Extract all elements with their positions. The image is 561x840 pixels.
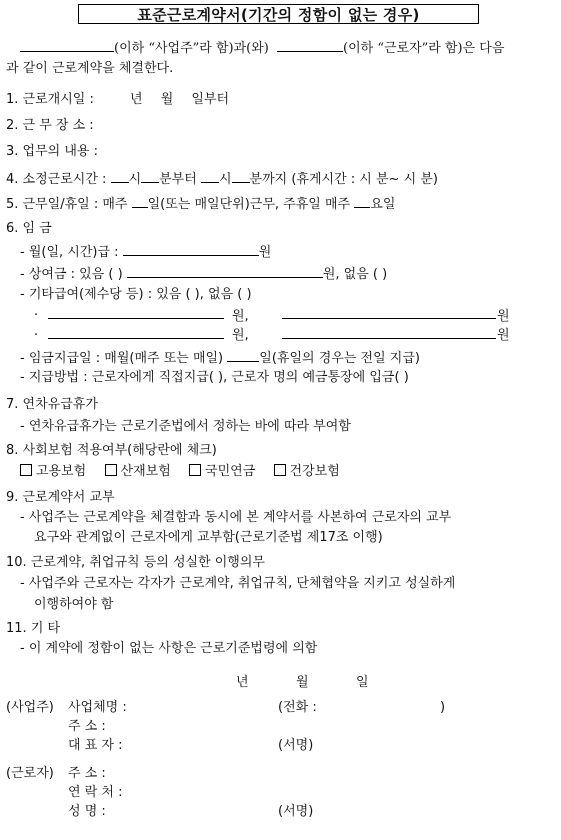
section-4: 4. 소정근로시간 : 시 분부터 시 분까지 (휴게시간 : 시 분~ 시 분)	[6, 172, 438, 187]
workdays-blank[interactable]	[132, 195, 148, 208]
other-pay-blank-1a[interactable]	[48, 306, 224, 319]
date-year: 년	[236, 675, 249, 690]
other-pay-blank-2a[interactable]	[48, 326, 224, 339]
worker-seal: (서명)	[278, 804, 314, 819]
section-11-text: - 이 계약에 정함이 없는 사항은 근로기준법령에 의함	[20, 641, 318, 656]
section-7: 7. 연차유급휴가	[6, 397, 98, 412]
employer-phone-label: (전화 :	[278, 700, 317, 715]
end-hour-blank[interactable]	[201, 170, 219, 183]
other-pay-item-2: ·	[34, 328, 39, 343]
worker-address-label: 주 소 :	[68, 766, 106, 781]
bonus-blank[interactable]	[127, 265, 323, 278]
national-pension-checkbox[interactable]: 국민연금	[189, 464, 255, 479]
wage-blank[interactable]	[123, 243, 259, 256]
section-9-text-2: 요구와 관계없이 근로자에게 교부함(근로기준법 제17조 이행)	[34, 530, 383, 545]
payday-blank[interactable]	[227, 349, 259, 362]
section-10-text-1: - 사업주와 근로자는 각자가 근로계약, 취업규칙, 단체협약을 지키고 성실하게	[20, 576, 456, 591]
wage-line: - 월(일, 시간)급 : 원	[20, 245, 272, 260]
worker-name-label: 성 명 :	[68, 804, 106, 819]
bonus-line: - 상여금 : 있음 ( ) 원, 없음 ( )	[20, 267, 388, 282]
employment-insurance-checkbox[interactable]: 고용보험	[20, 464, 86, 479]
employer-company-label: 사업체명 :	[68, 700, 127, 715]
document-title: 표준근로계약서(기간의 정함이 없는 경우)	[78, 4, 479, 24]
other-pay-line: - 기타급여(제수당 등) : 있음 ( ), 없음 ( )	[20, 287, 252, 302]
section-2: 2. 근 무 장 소 :	[6, 118, 94, 133]
won-label-1b: 원	[497, 309, 510, 324]
worker-tag: (근로자)	[6, 766, 54, 781]
section-6: 6. 임 금	[6, 221, 52, 236]
end-min-blank[interactable]	[232, 170, 250, 183]
pay-method-line: - 지급방법 : 근로자에게 직접지급( ), 근로자 명의 예금통장에 입금( )	[20, 370, 409, 385]
start-hour-blank[interactable]	[111, 170, 129, 183]
date-day: 일	[356, 675, 369, 690]
other-pay-blank-2b[interactable]	[282, 326, 496, 339]
intro-line-2: 과 같이 근로계약을 체결한다.	[6, 61, 174, 76]
section-9-text-1: - 사업주는 근로계약을 체결함과 동시에 본 계약서를 사본하여 근로자의 교부	[20, 510, 452, 525]
holiday-blank[interactable]	[354, 195, 370, 208]
section-11: 11. 기 타	[6, 621, 61, 636]
worker-contact-label: 연 락 처 :	[68, 785, 123, 800]
health-insurance-checkbox[interactable]: 건강보험	[274, 464, 340, 479]
won-label-2b: 원	[497, 328, 510, 343]
worker-name-blank[interactable]	[277, 39, 343, 52]
other-pay-item-1: ·	[34, 308, 39, 323]
section-9: 9. 근로계약서 교부	[6, 490, 115, 505]
payday-line: - 임금지급일 : 매월(매주 또는 매일) 일(휴일의 경우는 전일 지급)	[20, 351, 420, 366]
section-5: 5. 근무일/휴일 : 매주 일(또는 매일단위)근무, 주휴일 매주 요일	[6, 197, 396, 212]
section-10-text-2: 이행하여야 함	[34, 597, 114, 612]
other-pay-blank-1b[interactable]	[282, 306, 496, 319]
employer-name-blank[interactable]	[20, 39, 114, 52]
insurance-options	[20, 464, 340, 480]
industrial-accident-checkbox[interactable]: 산재보험	[105, 464, 171, 479]
date-month: 월	[296, 675, 309, 690]
annual-leave-text: - 연차유급휴가는 근로기준법에서 정하는 바에 따라 부여함	[20, 419, 351, 434]
won-label-1a: 원,	[232, 309, 249, 324]
employer-phone-close: )	[440, 700, 446, 715]
section-3: 3. 업무의 내용 :	[6, 144, 98, 159]
employer-rep-label: 대 표 자 :	[68, 738, 123, 753]
employer-seal: (서명)	[278, 738, 314, 753]
section-1: 1. 근로개시일 : 년 월 일부터	[6, 92, 230, 107]
intro-line-1: (이하 “사업주”라 함)과(와) (이하 “근로자”라 함)은 다음	[20, 39, 504, 57]
section-8: 8. 사회보험 적용여부(해당란에 체크)	[6, 443, 217, 458]
start-min-blank[interactable]	[141, 170, 159, 183]
employer-address-label: 주 소 :	[68, 719, 106, 734]
employer-tag: (사업주)	[6, 700, 54, 715]
won-label-2a: 원,	[232, 328, 249, 343]
section-10: 10. 근로계약, 취업규칙 등의 성실한 이행의무	[6, 555, 265, 570]
